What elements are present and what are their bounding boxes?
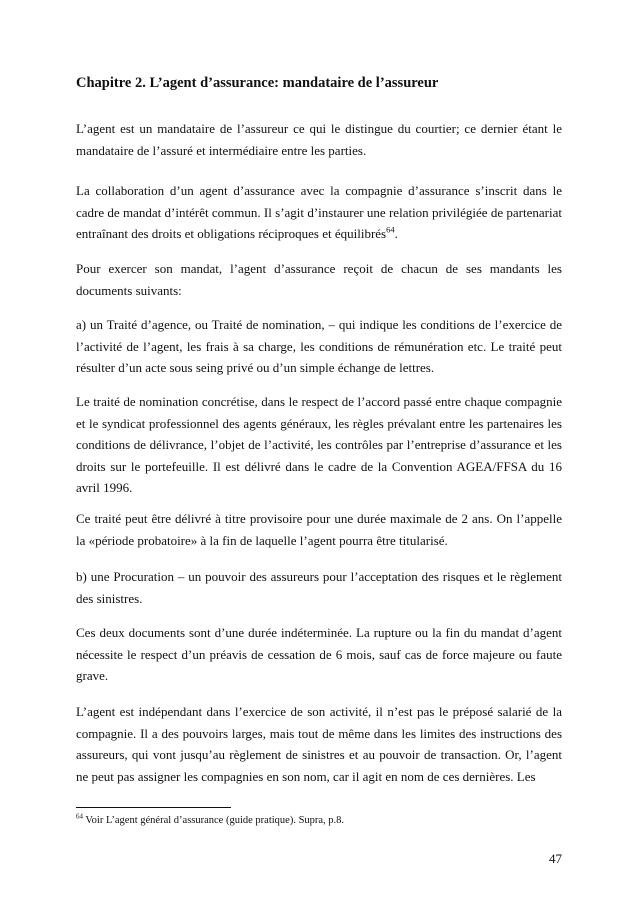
paragraph-9: L’agent est indépendant dans l’exercice de son activité, il n’est pas le préposé salarié de la compagnie. Il a des pouvoirs larges, mais tout de même dans les limites des instructions des assureurs, qui vont jusqu’au règlement de sinistres et au pouvoir de transaction. Or, l’agent ne peut pas assigner les compagnies en son nom, car il agit en nom de ces dernières. Les <box>76 704 562 784</box>
page-number: 47 <box>549 851 562 866</box>
footnote-reference: 64 <box>386 224 395 235</box>
chapter-title: Chapitre 2. L’agent d’assurance: mandataire de l’assureur <box>76 75 439 91</box>
paragraph-8: Ces deux documents sont d’une durée indéterminée. La rupture ou la fin du mandat d’agent nécessite le respect d’un préavis de cessation de 6 mois, sauf cas de force majeure ou faute grave. <box>76 625 562 683</box>
paragraph-2-end: . <box>394 226 398 241</box>
paragraph-2-text: La collaboration d’un agent d’assurance avec la compagnie d’assurance s’inscrit dans le cadre de mandat d’intérêt commun. Il s’agit d’instaurer une relation privilégiée de partenariat entraînant des droits et obligations réciproques et équilibrés <box>76 183 562 241</box>
paragraph-1: L’agent est un mandataire de l’assureur ce qui le distingue du courtier; ce dernier étant le mandataire de l’assuré et intermédiaire entre les parties. <box>76 121 562 158</box>
paragraph-6: Ce traité peut être délivré à titre provisoire pour une durée maximale de 2 ans. On l’appelle la «période probatoire» à la fin de laquelle l’agent pourra être titularisé. <box>76 511 562 548</box>
paragraph-4: a) un Traité d’agence, ou Traité de nomination, – qui indique les conditions de l’exercice de l’activité de l’agent, les frais à sa charge, les conditions de rémunération etc. Le traité peut résulter d’un acte sous seing privé ou d’un simple échange de lettres. <box>76 317 562 375</box>
paragraph-2 <box>76 180 562 245</box>
footnote-number: 64 <box>76 812 83 821</box>
footnote-divider <box>76 807 231 808</box>
footnote <box>76 814 562 828</box>
footnote-text: Voir L’agent général d’assurance (guide pratique). Supra, p.8. <box>83 815 345 826</box>
paragraph-3: Pour exercer son mandat, l’agent d’assurance reçoit de chacun de ses mandants les documents suivants: <box>76 261 562 298</box>
paragraph-5: Le traité de nomination concrétise, dans le respect de l’accord passé entre chaque compagnie et le syndicat professionnel des agents généraux, les règles prévalant entre les partenaires les conditions de délivrance, l’objet de l’activité, les contrôles par l’entreprise d’assurance et les droits sur le portefeuille. Il est délivré dans le cadre de la Convention AGEA/FFSA du 16 avril 1996. <box>76 394 562 495</box>
paragraph-7: b) une Procuration – un pouvoir des assureurs pour l’acceptation des risques et le règlement des sinistres. <box>76 569 562 606</box>
